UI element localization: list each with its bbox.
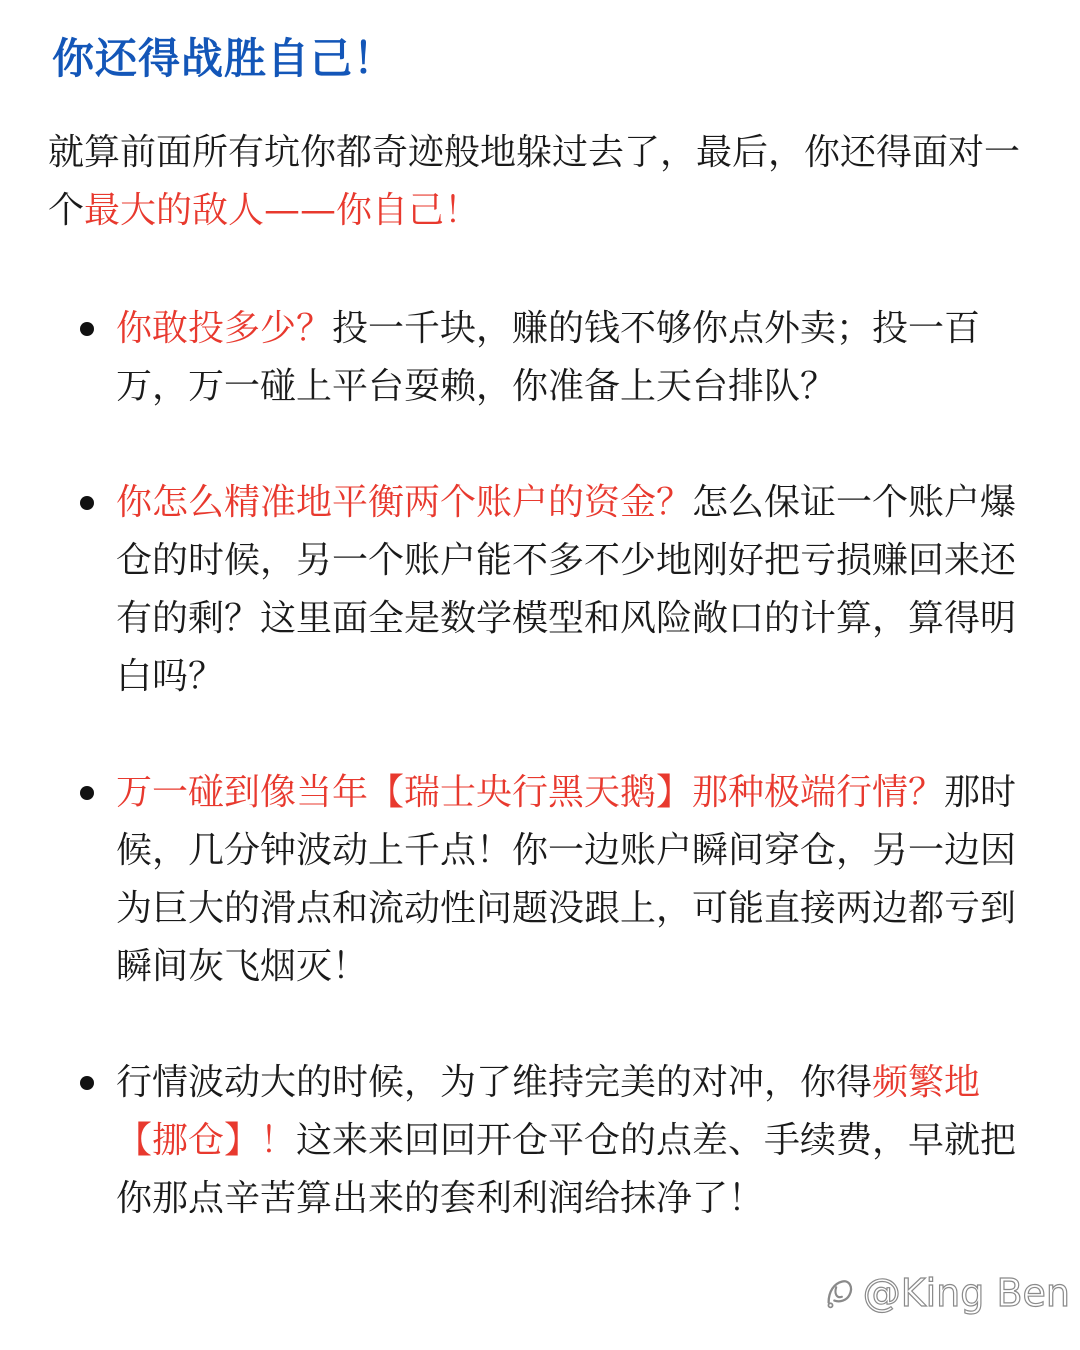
watermark-text: @King Ben [862,1271,1070,1315]
page-title: 你还得战胜自己！ [52,34,397,83]
watermark [821,1268,1070,1318]
intro-text: 就算前面所有坑你都奇迹般地躲过去了，最后，你还得面对一个 [48,132,1021,231]
bullet-text: 行情波动大的时候，为了维持完美的对冲，你得 [116,1062,873,1103]
bullet-highlight: 你怎么精准地平衡两个账户的资金？ [116,482,693,523]
bullet-dot-icon [80,322,94,336]
list-item [116,764,1036,996]
bullet-text: 怎么保证一个账户爆仓的时候，另一个账户能不多不少地刚好把亏损赚回来还有的剩？这里面全是数学模型和风险敞口的计算，算得明白吗？ [116,482,1017,697]
zhihu-logo-icon [821,1274,859,1312]
list-item [116,1054,1036,1228]
intro-highlight: 最大的敌人——你自己！ [84,190,481,231]
bullet-highlight: 你敢投多少？ [116,308,333,349]
bullet-dot-icon [80,496,94,510]
bullet-text: 那时候，几分钟波动上千点！你一边账户瞬间穿仓，另一边因为巨大的滑点和流动性问题没跟上，可能直接两边都亏到瞬间灰飞烟灭！ [116,772,1017,987]
bullet-highlight: 频繁地【挪仓】！ [116,1062,981,1161]
bullet-text: 这来来回回开仓平仓的点差、手续费，早就把你那点辛苦算出来的套利利润给抹净了！ [116,1120,1017,1219]
bullet-dot-icon [80,786,94,800]
list-item [116,300,1036,416]
bullet-dot-icon [80,1076,94,1090]
bullet-text: 投一千块，赚的钱不够你点外卖；投一百万，万一碰上平台耍赖，你准备上天台排队？ [116,308,981,407]
bullet-highlight: 万一碰到像当年【瑞士央行黑天鹅】那种极端行情？ [116,772,945,813]
intro-paragraph [48,124,1038,240]
list-item [116,474,1036,706]
